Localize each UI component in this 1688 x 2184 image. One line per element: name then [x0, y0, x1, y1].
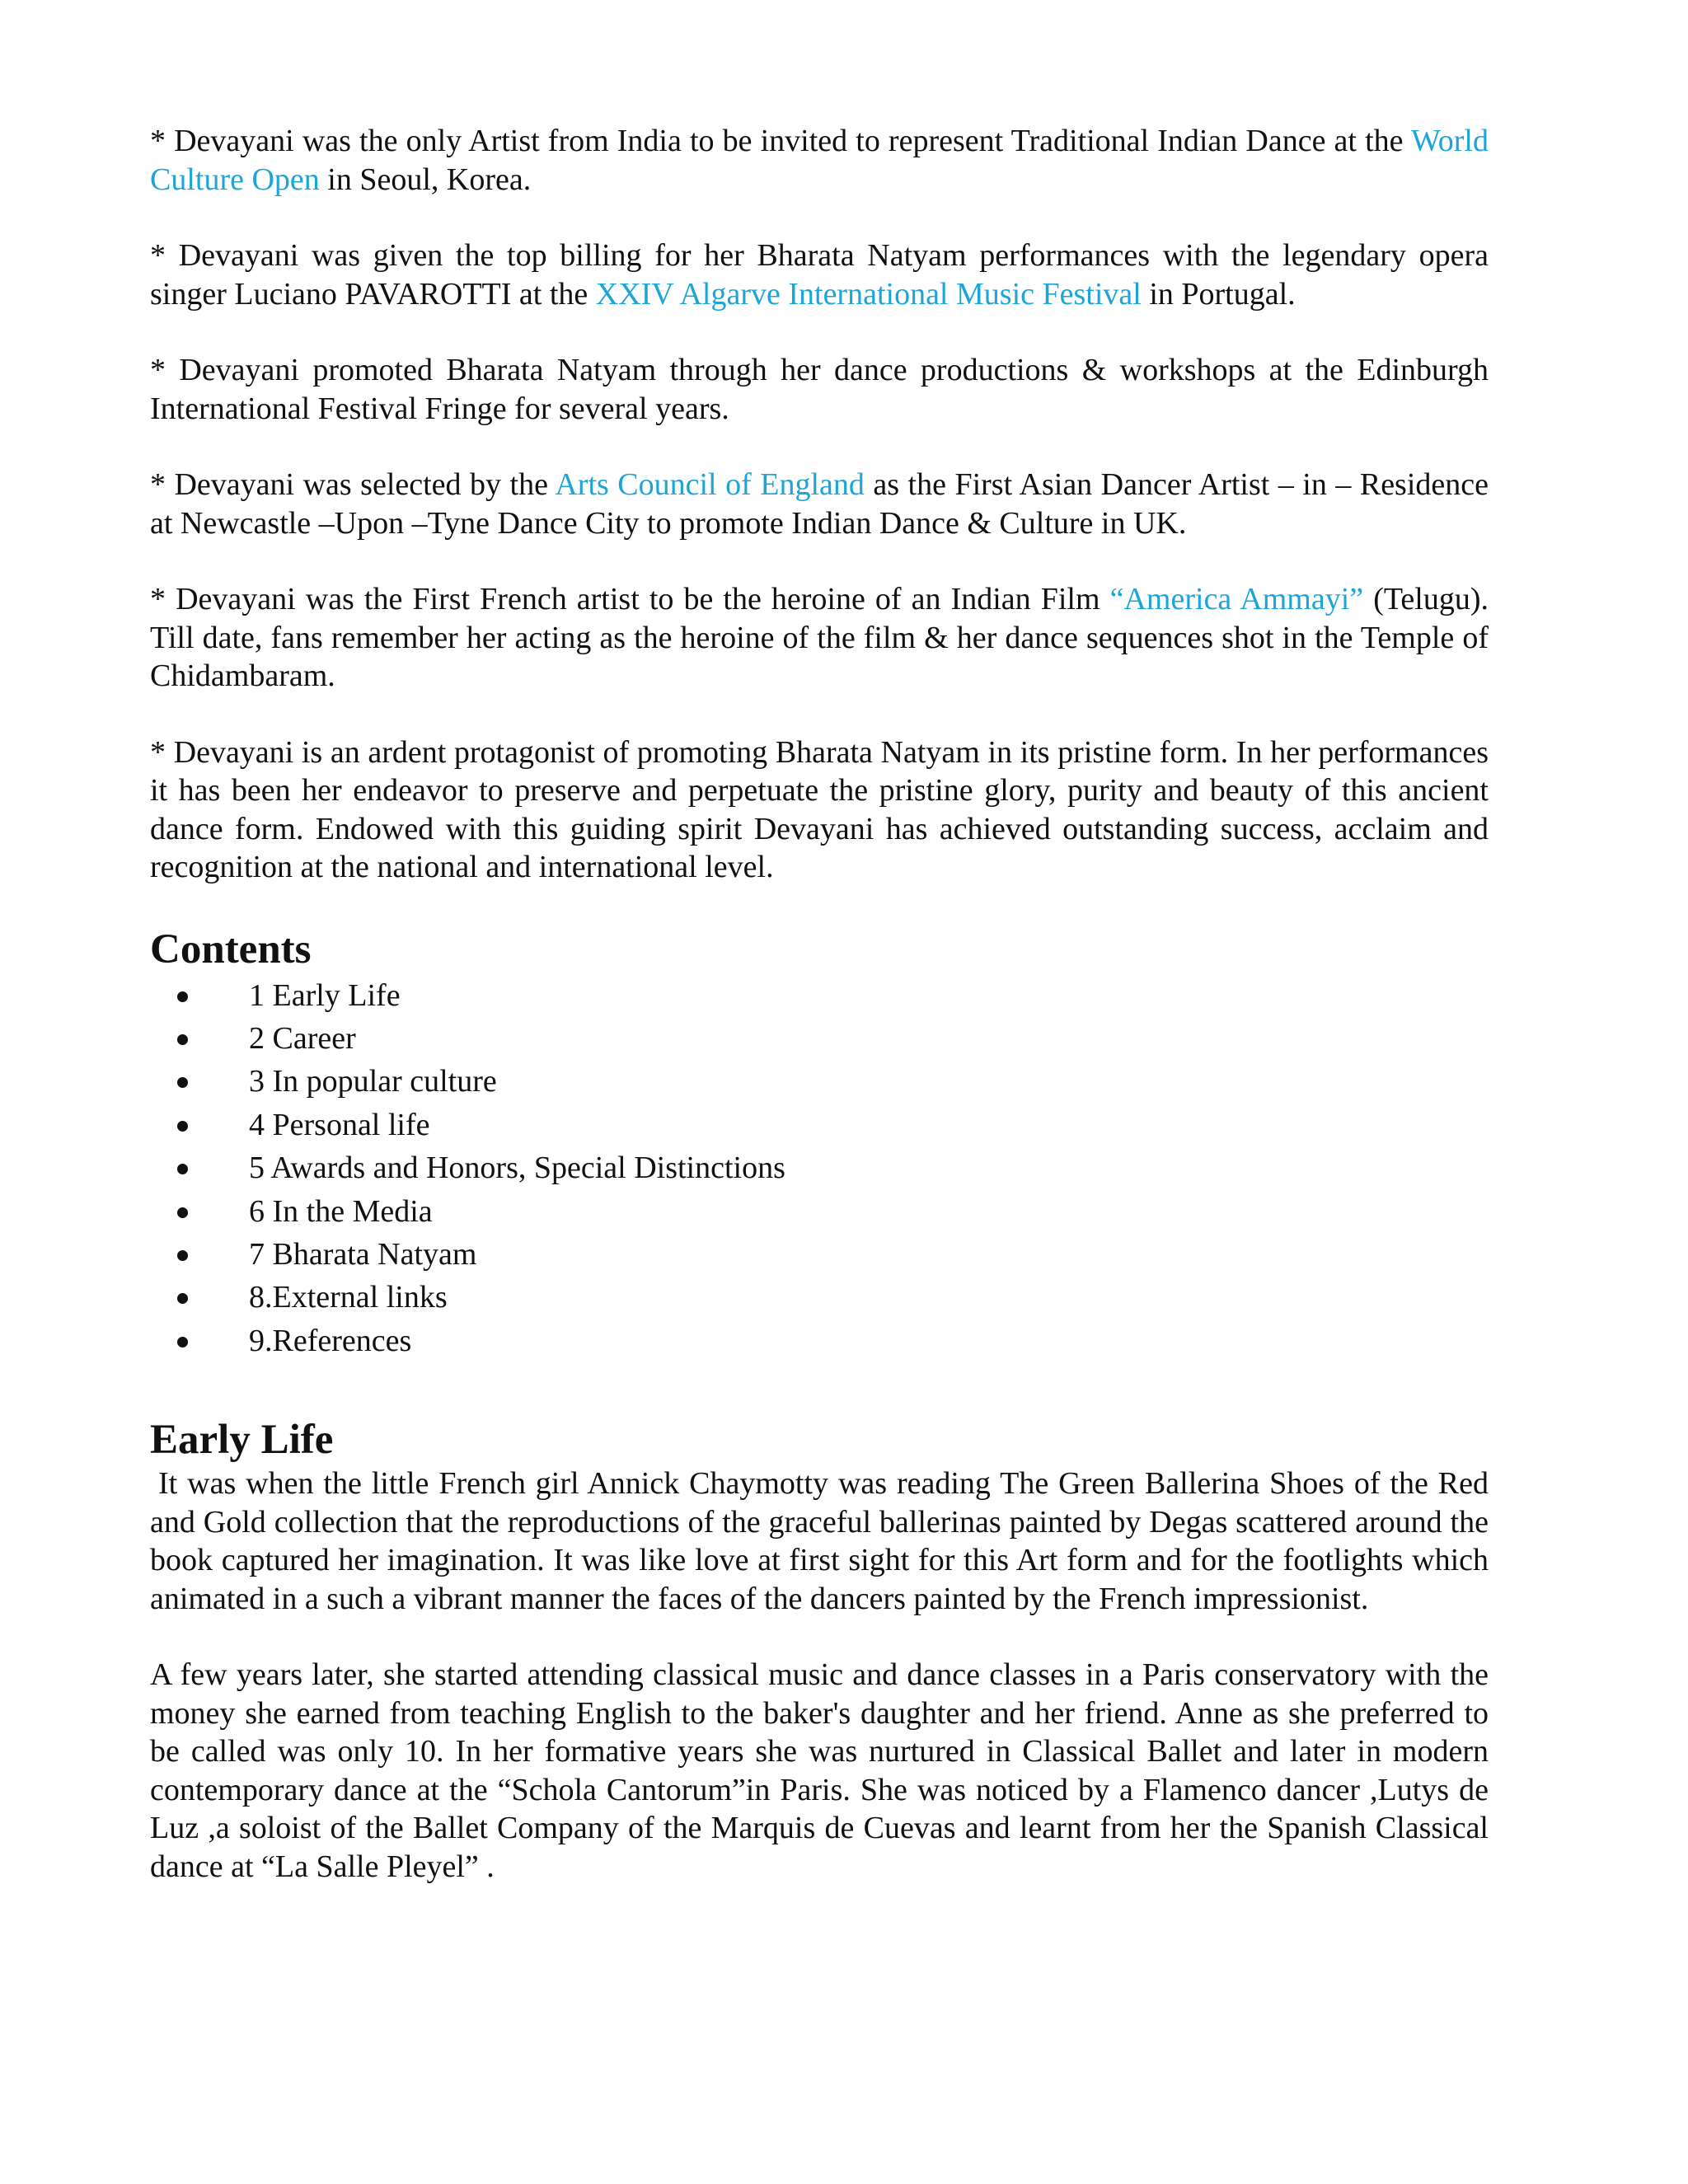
link-arts-council-england[interactable]: Arts Council of England	[555, 467, 865, 502]
contents-item-awards[interactable]	[150, 1146, 1489, 1189]
bullet-icon	[177, 1164, 188, 1174]
bullet-icon	[177, 1293, 188, 1304]
contents-item-label: 9.References	[249, 1323, 412, 1358]
contents-item-label: 8.External links	[249, 1280, 448, 1315]
contents-item-label: 7 Bharata Natyam	[249, 1236, 477, 1272]
paragraph-text: in Portugal.	[1141, 276, 1296, 312]
contents-item-external-links[interactable]	[150, 1276, 1489, 1319]
document-page	[150, 122, 1489, 1924]
contents-item-label: 3 In popular culture	[249, 1064, 497, 1099]
paragraph-text: as the First Asian Dancer Artist – in – Residence at Newcastle –Upon –Tyne Dance City to promote Indian Dance & Culture in UK.	[150, 467, 1489, 541]
paragraph-pavarotti	[150, 237, 1489, 313]
paragraph-arts-council	[150, 466, 1489, 542]
link-world-culture-open[interactable]: World Culture Open	[150, 124, 1489, 197]
paragraph-edinburgh: * Devayani promoted Bharata Natyam through her dance productions & workshops at the Edinburgh International Festival Fringe for several years.	[150, 353, 1489, 426]
paragraph-text: * Devayani was the only Artist from India to be invited to represent Traditional Indian Dance at the	[150, 124, 1411, 158]
contents-heading: Contents	[150, 926, 312, 972]
contents-item-label: 5 Awards and Honors, Special Distinctions	[249, 1151, 785, 1186]
paragraph-protagonist: * Devayani is an ardent protagonist of promoting Bharata Natyam in its pristine form. In her performances it has been her endeavor to preserve and perpetuate the pristine glory, purity and beauty of this ancient dance form. Endowed with this guiding spirit Devayani has achieved outstanding success, acclaim and recognition at the national and international level.	[150, 734, 1489, 884]
contents-item-label: 1 Early Life	[249, 977, 401, 1013]
paragraph-text: * Devayani was given the top billing for her Bharata Natyam performances with the legendary opera singer Luciano PAVAROTTI at the	[150, 238, 1489, 312]
contents-item-label: 2 Career	[249, 1020, 356, 1056]
bullet-icon	[177, 1207, 188, 1218]
paragraph-world-culture-open	[150, 122, 1489, 199]
contents-item-early-life[interactable]	[150, 974, 1489, 1017]
bullet-icon	[177, 1121, 188, 1132]
paragraph-text: in Seoul, Korea.	[319, 162, 532, 197]
early-life-heading: Early Life	[150, 1417, 334, 1464]
paragraph-text: * Devayani was the First French artist to be the heroine of an Indian Film	[150, 582, 1110, 616]
paragraph-text: * Devayani was selected by the	[150, 467, 556, 502]
bullet-icon	[177, 1337, 188, 1347]
bullet-icon	[177, 1250, 188, 1261]
contents-item-references[interactable]	[150, 1319, 1489, 1362]
contents-item-career[interactable]	[150, 1017, 1489, 1060]
contents-item-media[interactable]	[150, 1190, 1489, 1233]
paragraph-text: (Telugu). Till date, fans remember her acting as the heroine of the film & her dance sequences shot in the Temple of Chidambaram.	[150, 582, 1489, 693]
paragraph-early-life-1: It was when the little French girl Annick Chaymotty was reading The Green Ballerina Shoes of the Red and Gold collection that the reproductions of the graceful ballerinas painted by Degas scattered around the book captured her imagination. It was like love at first sight for this Art form and for the footlights which animated in a such a vibrant manner the faces of the dancers painted by the French impressionist.	[150, 1466, 1489, 1616]
paragraph-america-ammayi	[150, 580, 1489, 696]
paragraph-early-life-2: A few years later, she started attending classical music and dance classes in a Paris conservatory with the money she earned from teaching English to the baker's daughter and her friend. Anne as she preferred to be called was only 10. In her formative years she was nurtured in Classical Ballet and later in modern contemporary dance at the “Schola Cantorum”in Paris. She was noticed by a Flamenco dancer ,Lutys de Luz ,a soloist of the Ballet Company of the Marquis de Cuevas and learnt from her the Spanish Classical dance at “La Salle Pleyel” .	[150, 1657, 1489, 1884]
contents-item-personal-life[interactable]	[150, 1104, 1489, 1146]
contents-item-label: 4 Personal life	[249, 1107, 430, 1142]
bullet-icon	[177, 1077, 188, 1088]
contents-item-popular-culture[interactable]	[150, 1060, 1489, 1103]
contents-list	[150, 974, 1489, 1363]
link-algarve-festival[interactable]: XXIV Algarve International Music Festival	[595, 276, 1142, 312]
contents-item-label: 6 In the Media	[249, 1193, 433, 1229]
bullet-icon	[177, 991, 188, 1002]
bullet-icon	[177, 1034, 188, 1045]
contents-item-bharata-natyam[interactable]	[150, 1233, 1489, 1276]
link-america-ammayi[interactable]: “America Ammayi”	[1109, 582, 1364, 616]
